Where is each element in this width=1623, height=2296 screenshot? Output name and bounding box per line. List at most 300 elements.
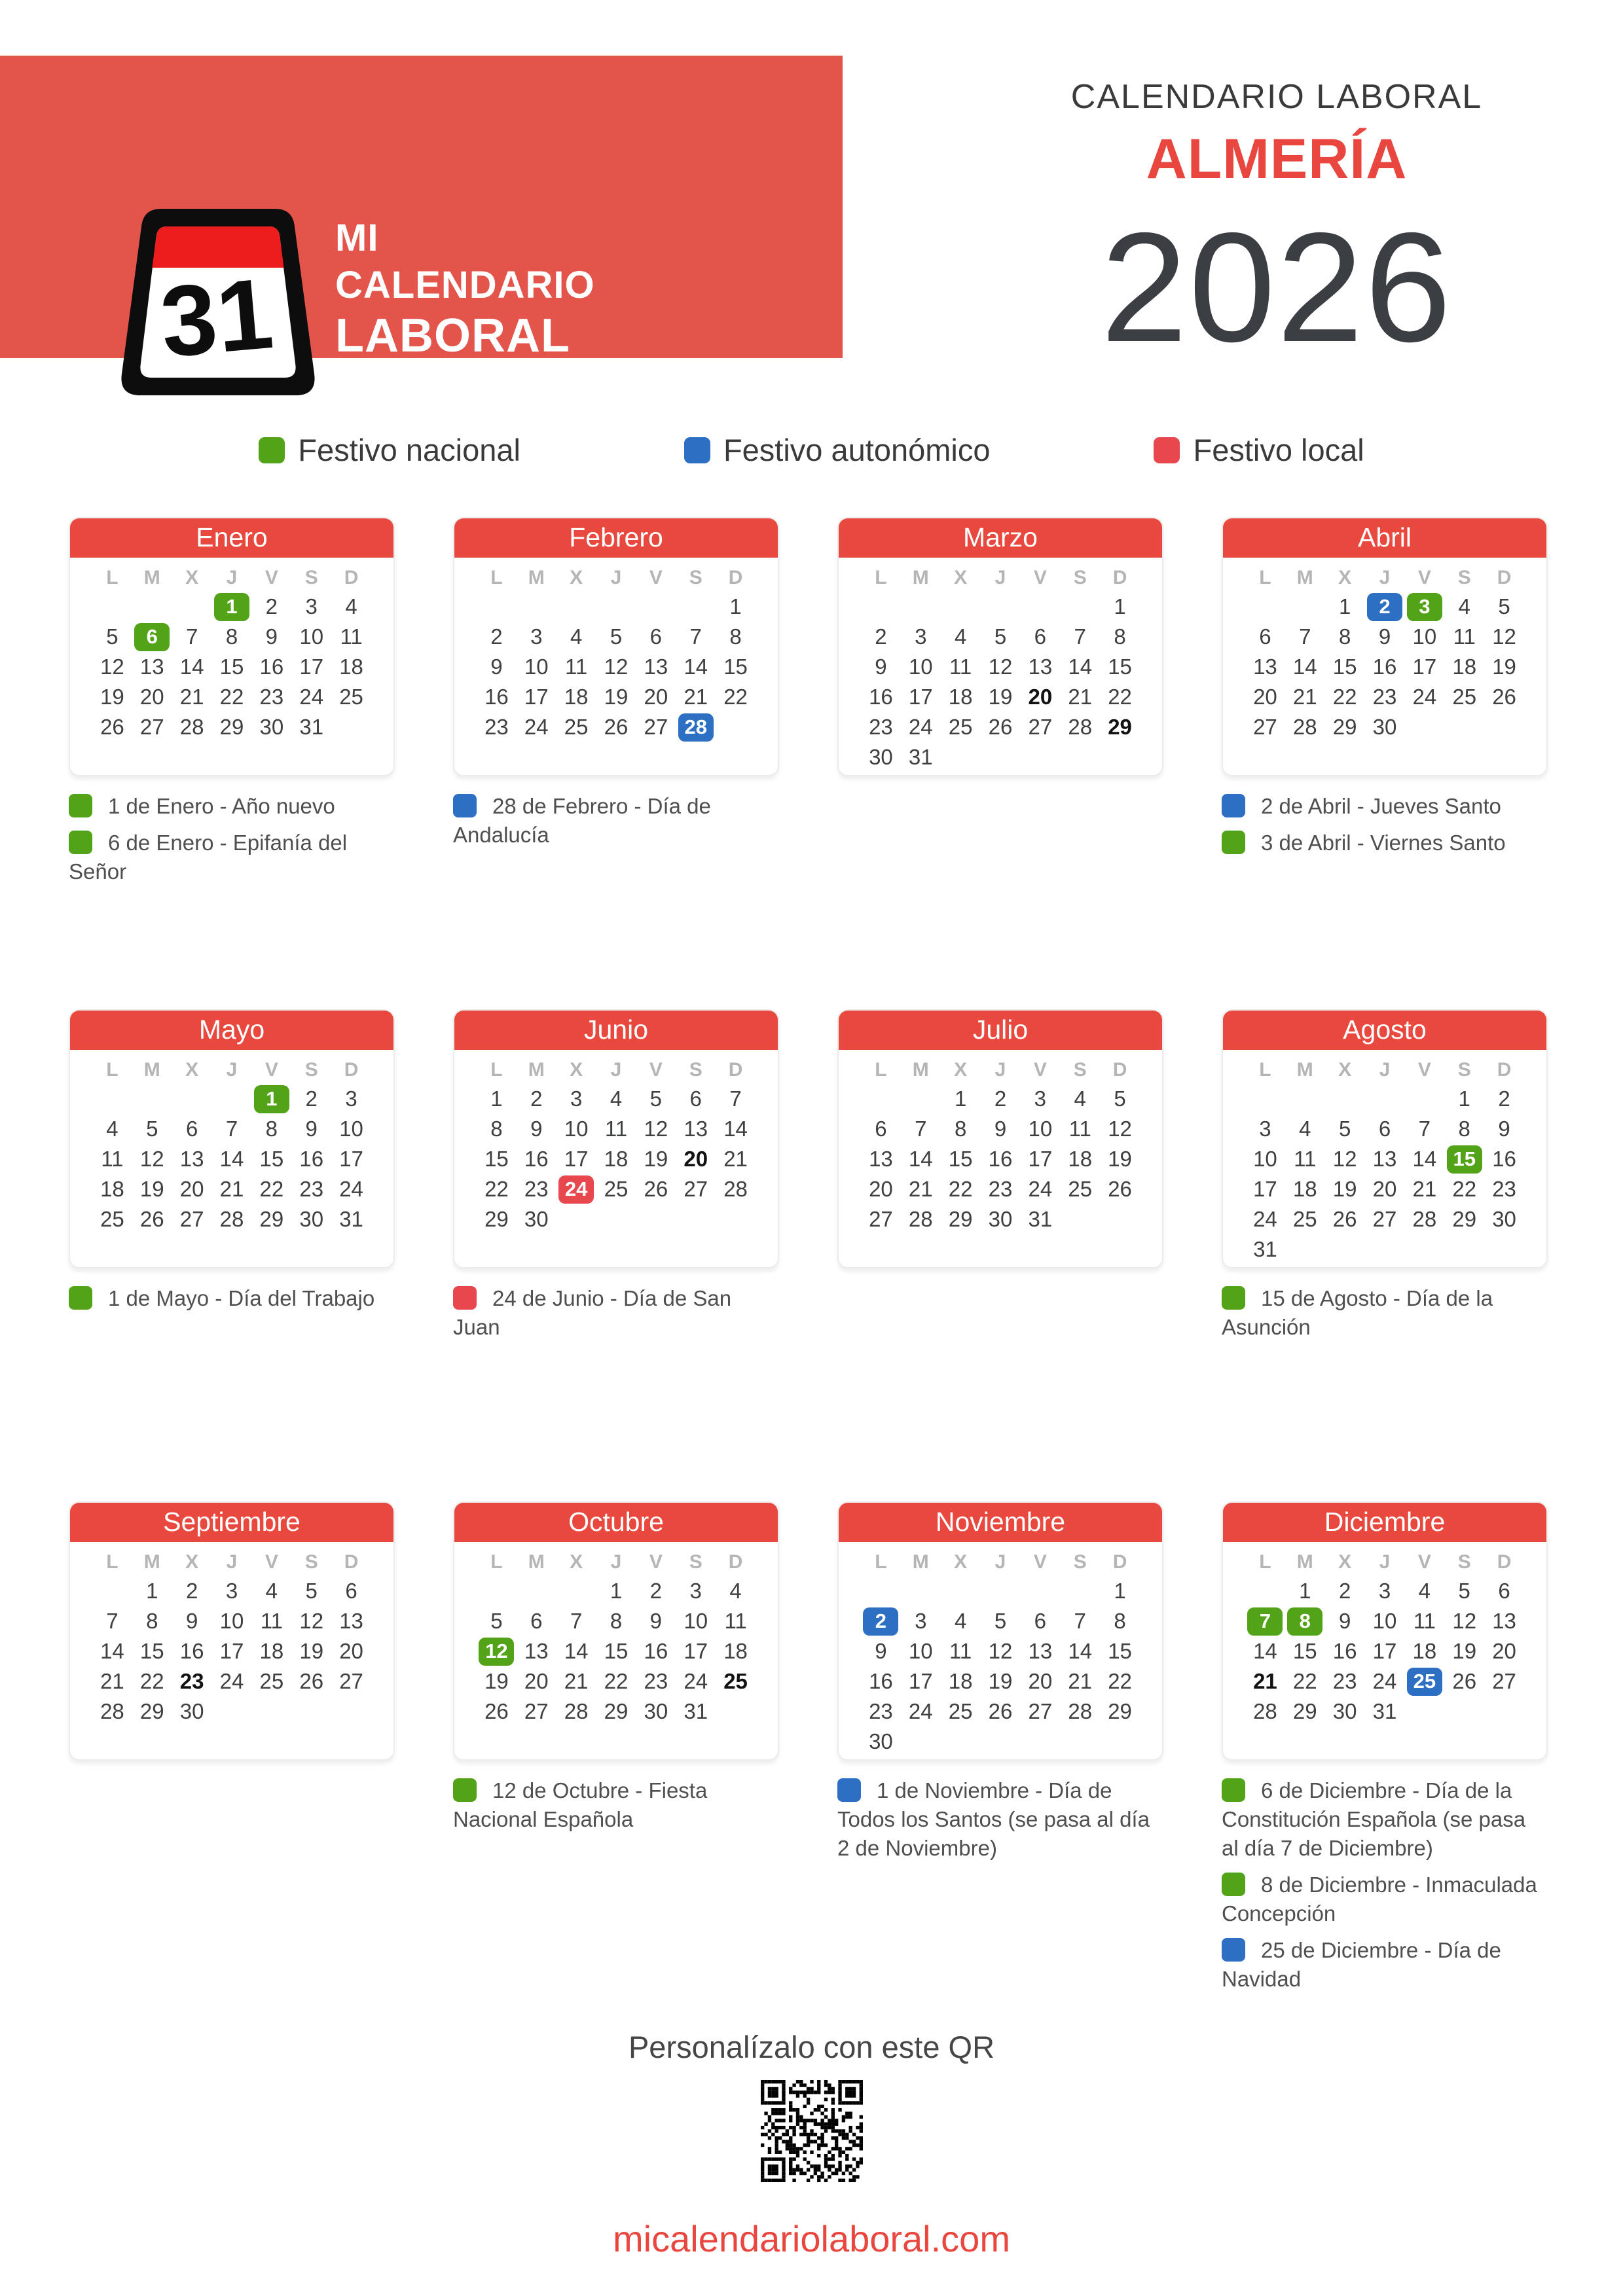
day-cell: 16: [988, 1147, 1013, 1171]
day-cell: 22: [1108, 685, 1132, 709]
day-cell: 17: [1253, 1177, 1277, 1201]
weekday-label: S: [1457, 1551, 1471, 1573]
weekday-label: M: [912, 567, 929, 588]
month-section-septiembre: [69, 1501, 395, 1994]
holiday-note: [69, 792, 395, 821]
day-cell: 21: [564, 1669, 589, 1693]
month-section-marzo: [837, 517, 1163, 1009]
day-cell: 24: [1412, 685, 1437, 709]
day-cell: 10: [908, 1639, 933, 1663]
day-cell: [132, 742, 172, 772]
day-cell: 11: [1294, 1147, 1317, 1171]
day-cell: 13: [869, 1147, 893, 1171]
day-cell: 11: [1453, 624, 1476, 649]
holiday-day-nacional: 6: [134, 623, 170, 651]
day-cell: [1100, 1727, 1140, 1757]
day-cell: [251, 1696, 291, 1727]
day-cell: 6: [345, 1579, 357, 1603]
day-cell: 16: [869, 685, 893, 709]
day-cell: 13: [524, 1639, 549, 1663]
day-cell: 4: [1299, 1117, 1311, 1141]
month-section-enero: [69, 517, 395, 1009]
weekday-label: V: [1033, 567, 1047, 588]
day-cell: 1: [1114, 594, 1126, 619]
day-cell: 31: [908, 745, 933, 769]
day-cell: 15: [604, 1639, 629, 1663]
weekday-label: M: [143, 567, 160, 588]
day-cell: 19: [484, 1669, 509, 1693]
holiday-day-nacional: 12: [479, 1638, 514, 1666]
day-cell: 30: [869, 1729, 893, 1753]
weekday-label: X: [570, 1059, 583, 1081]
day-cell: 14: [1253, 1639, 1277, 1663]
day-cell: 26: [988, 1699, 1013, 1723]
note-swatch-nacional: [69, 794, 92, 817]
day-cell: 21: [1412, 1177, 1437, 1201]
legend-swatch-autonomico: [684, 437, 710, 463]
day-cell: 25: [723, 1669, 748, 1693]
day-cell: 23: [484, 715, 509, 739]
note-text: 3 de Abril - Viernes Santo: [1261, 831, 1506, 855]
day-cell: [92, 742, 132, 772]
day-cell: 14: [1412, 1147, 1437, 1171]
day-cell: [132, 1234, 172, 1265]
day-cell: 9: [875, 655, 887, 679]
day-cell: 6: [649, 624, 663, 649]
legend-item-nacional: [259, 432, 520, 468]
day-cell: 5: [305, 1579, 318, 1603]
weekday-label: L: [490, 1551, 503, 1573]
note-swatch-nacional: [1222, 1286, 1245, 1310]
day-cell: 10: [299, 624, 324, 649]
holiday-notes: [1222, 1776, 1548, 1994]
day-cell: 4: [610, 1086, 623, 1111]
day-cell: 17: [524, 685, 549, 709]
holiday-note: [1222, 1284, 1548, 1342]
day-cell: 23: [1492, 1177, 1516, 1201]
weekday-label: L: [1259, 1059, 1271, 1081]
day-cell: 2: [490, 624, 503, 649]
month-card: [453, 517, 779, 776]
note-swatch-nacional: [1222, 1778, 1245, 1802]
day-cell: 8: [490, 1117, 503, 1141]
day-cell: [212, 1234, 252, 1265]
weekday-header-row: [1223, 1542, 1546, 1573]
day-cell: 19: [604, 685, 629, 709]
weekday-label: V: [649, 1059, 663, 1081]
day-cell: 11: [565, 655, 588, 679]
day-cell: 9: [185, 1609, 198, 1633]
day-cell: 23: [299, 1177, 324, 1201]
day-cell: 19: [644, 1147, 668, 1171]
day-cell: [1365, 742, 1405, 772]
day-cell: [212, 592, 252, 622]
day-cell: 4: [1418, 1579, 1431, 1603]
day-cell: 21: [1253, 1669, 1277, 1693]
day-cell: 14: [564, 1639, 589, 1663]
legend-swatch-nacional: [259, 437, 285, 463]
day-cell: [1285, 592, 1325, 622]
legend-swatch-local: [1154, 437, 1180, 463]
day-cell: [331, 1727, 371, 1757]
weekday-label: X: [570, 567, 583, 588]
month-title: Febrero: [453, 517, 779, 558]
day-cell: [517, 592, 556, 622]
days-grid: [1223, 1081, 1546, 1265]
day-cell: 4: [954, 1609, 967, 1633]
holiday-day-autonomico: 25: [1407, 1668, 1442, 1696]
day-cell: 4: [106, 1117, 119, 1141]
day-cell: 1: [1338, 594, 1351, 619]
website-link[interactable]: micalendariolaboral.com: [613, 2218, 1010, 2259]
day-cell: 16: [299, 1147, 324, 1171]
weekday-label: S: [304, 1059, 318, 1081]
day-cell: [716, 1234, 756, 1265]
holiday-note: [453, 1284, 779, 1342]
day-cell: [1325, 1234, 1365, 1265]
day-cell: 10: [1372, 1609, 1397, 1633]
day-cell: 18: [1292, 1177, 1317, 1201]
day-cell: 6: [1259, 624, 1271, 649]
weekday-label: L: [106, 1551, 119, 1573]
day-cell: [1020, 1234, 1060, 1265]
day-cell: 21: [100, 1669, 124, 1693]
day-cell: 5: [146, 1117, 158, 1141]
day-cell: [861, 1576, 901, 1606]
month-section-agosto: [1222, 1009, 1548, 1501]
note-text: 1 de Enero - Año nuevo: [108, 794, 335, 818]
day-cell: [556, 1174, 596, 1204]
month-card: [1222, 517, 1548, 776]
brand-wordmark: [335, 217, 595, 362]
day-cell: 27: [1028, 1699, 1053, 1723]
day-cell: 28: [1253, 1699, 1277, 1723]
day-cell: 29: [484, 1207, 509, 1231]
day-cell: [1060, 1234, 1100, 1265]
day-cell: 31: [1253, 1237, 1277, 1261]
day-cell: 9: [305, 1117, 318, 1141]
day-cell: [1484, 1696, 1524, 1727]
logo-day-number: 31: [156, 257, 278, 379]
day-cell: 8: [265, 1117, 278, 1141]
day-cell: 1: [729, 594, 742, 619]
weekday-label: M: [143, 1551, 160, 1573]
day-cell: 14: [908, 1147, 933, 1171]
day-cell: [596, 1234, 636, 1265]
day-cell: 30: [259, 715, 284, 739]
day-cell: [291, 742, 331, 772]
weekday-label: L: [490, 567, 503, 588]
holiday-notes: [453, 792, 779, 850]
day-cell: 3: [915, 624, 927, 649]
day-cell: 4: [345, 594, 357, 619]
day-cell: [556, 1234, 596, 1265]
day-cell: 2: [1498, 1086, 1510, 1111]
day-cell: 13: [684, 1117, 708, 1141]
weekday-label: V: [264, 1059, 278, 1081]
holiday-notes: [69, 1284, 395, 1313]
weekday-header-row: [70, 1050, 393, 1081]
day-cell: 4: [1074, 1086, 1086, 1111]
day-cell: [716, 742, 756, 772]
day-cell: 8: [225, 624, 238, 649]
day-cell: 29: [1332, 715, 1357, 739]
day-cell: 8: [954, 1117, 967, 1141]
days-grid: [454, 1573, 778, 1757]
day-cell: [1060, 742, 1100, 772]
day-cell: 29: [219, 715, 244, 739]
day-cell: 11: [1413, 1609, 1436, 1633]
day-cell: [172, 1084, 212, 1114]
day-cell: [1404, 1666, 1444, 1696]
day-cell: 26: [100, 715, 124, 739]
day-cell: 20: [644, 685, 668, 709]
day-cell: 20: [1253, 685, 1277, 709]
day-cell: 8: [1338, 624, 1351, 649]
day-cell: 27: [684, 1177, 708, 1201]
day-cell: 10: [1412, 624, 1437, 649]
month-section-febrero: [453, 517, 779, 1009]
day-cell: [1404, 712, 1444, 742]
note-swatch-autonomico: [453, 794, 477, 817]
day-cell: 9: [265, 624, 278, 649]
day-cell: 1: [1114, 1579, 1126, 1603]
day-cell: 3: [1259, 1117, 1271, 1141]
day-cell: 2: [530, 1086, 543, 1111]
note-swatch-autonomico: [1222, 1938, 1245, 1962]
day-cell: 8: [1458, 1117, 1470, 1141]
day-cell: 30: [179, 1699, 204, 1723]
day-cell: [1404, 742, 1444, 772]
day-cell: 7: [1074, 1609, 1086, 1633]
day-cell: 14: [179, 655, 204, 679]
day-cell: 21: [723, 1147, 748, 1171]
day-cell: [596, 742, 636, 772]
note-text: 1 de Mayo - Día del Trabajo: [108, 1286, 375, 1310]
note-swatch-nacional: [1222, 831, 1245, 854]
day-cell: 20: [869, 1177, 893, 1201]
day-cell: [1365, 592, 1405, 622]
day-cell: [636, 742, 676, 772]
holiday-day-nacional: 7: [1247, 1607, 1283, 1636]
day-cell: [212, 1084, 252, 1114]
day-cell: 27: [179, 1207, 204, 1231]
day-cell: 23: [1332, 1669, 1357, 1693]
weekday-label: V: [1417, 1551, 1431, 1573]
note-swatch-local: [453, 1286, 477, 1310]
day-cell: [1484, 742, 1524, 772]
month-title: Septiembre: [69, 1501, 395, 1542]
day-cell: [556, 1204, 596, 1234]
weekday-label: V: [264, 1551, 278, 1573]
day-cell: 8: [1114, 624, 1126, 649]
day-cell: 5: [610, 624, 623, 649]
day-cell: 10: [219, 1609, 244, 1633]
header-region: ALMERÍA: [1146, 128, 1408, 190]
day-cell: 22: [259, 1177, 284, 1201]
day-cell: 30: [1372, 715, 1397, 739]
day-cell: 27: [1253, 715, 1277, 739]
holiday-note: [69, 1284, 395, 1313]
month-section-noviembre: [837, 1501, 1163, 1994]
day-cell: 2: [185, 1579, 198, 1603]
weekday-header-row: [70, 1542, 393, 1573]
day-cell: [676, 1204, 716, 1234]
days-grid: [70, 589, 393, 772]
legend-item-autonomico: [684, 432, 991, 468]
weekday-label: M: [528, 1059, 545, 1081]
day-cell: [1285, 1606, 1325, 1636]
weekday-label: S: [1457, 567, 1471, 588]
day-cell: 28: [1292, 715, 1317, 739]
days-grid: [839, 589, 1162, 772]
days-grid: [454, 1081, 778, 1265]
weekday-label: L: [1259, 567, 1271, 588]
day-cell: [716, 712, 756, 742]
day-cell: 8: [610, 1609, 623, 1633]
day-cell: [636, 1234, 676, 1265]
day-cell: 11: [1068, 1117, 1091, 1141]
weekday-label: D: [344, 1551, 359, 1573]
day-cell: 30: [869, 745, 893, 769]
day-cell: 3: [915, 1609, 927, 1633]
weekday-label: X: [954, 1551, 968, 1573]
day-cell: 6: [689, 1086, 702, 1111]
note-text: 1 de Noviembre - Día de Todos los Santos (se pasa al día 2 de Noviembre): [837, 1778, 1150, 1860]
weekday-label: L: [490, 1059, 503, 1081]
holiday-day-local: 24: [558, 1175, 594, 1204]
weekday-label: X: [1338, 567, 1352, 588]
day-cell: 18: [948, 1669, 973, 1693]
day-cell: [1365, 1234, 1405, 1265]
day-cell: 4: [265, 1579, 278, 1603]
day-cell: 14: [100, 1639, 124, 1663]
day-cell: 19: [100, 685, 124, 709]
day-cell: 17: [564, 1147, 589, 1171]
day-cell: [981, 742, 1021, 772]
month-title: Agosto: [1222, 1009, 1548, 1050]
day-cell: [1060, 1727, 1100, 1757]
day-cell: 16: [484, 685, 509, 709]
day-cell: 28: [908, 1207, 933, 1231]
day-cell: 25: [1292, 1207, 1317, 1231]
day-cell: [212, 1696, 252, 1727]
holiday-note: [1222, 1936, 1548, 1994]
day-cell: 20: [139, 685, 164, 709]
day-cell: 19: [1492, 655, 1516, 679]
day-cell: 13: [644, 655, 668, 679]
day-cell: 14: [723, 1117, 748, 1141]
holiday-note: [453, 792, 779, 850]
holiday-note: [69, 829, 395, 886]
note-text: 24 de Junio - Día de San Juan: [453, 1286, 732, 1339]
day-cell: [861, 1606, 901, 1636]
day-cell: 22: [219, 685, 244, 709]
month-card: [69, 1501, 395, 1761]
day-cell: 24: [908, 715, 933, 739]
weekday-label: S: [1073, 1551, 1087, 1573]
day-cell: 15: [1292, 1639, 1317, 1663]
day-cell: [1100, 1204, 1140, 1234]
day-cell: 14: [219, 1147, 244, 1171]
month-title: Noviembre: [837, 1501, 1163, 1542]
day-cell: 17: [339, 1147, 363, 1171]
day-cell: 28: [179, 715, 204, 739]
day-cell: [1060, 1204, 1100, 1234]
day-cell: 1: [490, 1086, 503, 1111]
weekday-label: D: [1497, 1551, 1512, 1573]
month-card: [837, 517, 1163, 776]
day-cell: [172, 742, 212, 772]
day-cell: 13: [179, 1147, 204, 1171]
day-cell: [477, 1727, 517, 1757]
day-cell: [901, 1084, 941, 1114]
day-cell: [1484, 712, 1524, 742]
day-cell: 19: [139, 1177, 164, 1201]
day-cell: 20: [524, 1669, 549, 1693]
day-cell: [676, 1234, 716, 1265]
days-grid: [1223, 589, 1546, 772]
weekday-label: V: [1033, 1551, 1047, 1573]
day-cell: [331, 742, 371, 772]
day-cell: 29: [139, 1699, 164, 1723]
day-cell: 21: [1068, 1669, 1093, 1693]
day-cell: 11: [340, 624, 363, 649]
day-cell: 12: [1492, 624, 1516, 649]
day-cell: [1444, 1696, 1484, 1727]
day-cell: 1: [1458, 1086, 1470, 1111]
day-cell: 22: [1332, 685, 1357, 709]
month-section-abril: [1222, 517, 1548, 1009]
day-cell: [92, 1576, 132, 1606]
weekday-label: L: [1259, 1551, 1271, 1573]
day-cell: 20: [1028, 1669, 1053, 1693]
day-cell: 19: [299, 1639, 324, 1663]
weekday-label: S: [689, 1059, 702, 1081]
day-cell: [1444, 712, 1484, 742]
day-cell: 18: [723, 1639, 748, 1663]
day-cell: [291, 1696, 331, 1727]
day-cell: 23: [179, 1669, 204, 1693]
note-text: 25 de Diciembre - Día de Navidad: [1222, 1938, 1501, 1991]
days-grid: [1223, 1573, 1546, 1757]
day-cell: [981, 1576, 1021, 1606]
day-cell: 26: [1452, 1669, 1477, 1693]
day-cell: 9: [530, 1117, 543, 1141]
day-cell: 23: [524, 1177, 549, 1201]
day-cell: 24: [1253, 1207, 1277, 1231]
holiday-day-autonomico: 28: [678, 713, 714, 742]
day-cell: 12: [1452, 1609, 1477, 1633]
day-cell: 16: [869, 1669, 893, 1693]
day-cell: [1404, 1084, 1444, 1114]
day-cell: [1245, 1084, 1285, 1114]
day-cell: [1365, 1727, 1405, 1757]
day-cell: [251, 1727, 291, 1757]
day-cell: [172, 1234, 212, 1265]
holiday-day-nacional: 8: [1287, 1607, 1322, 1636]
day-cell: 24: [684, 1669, 708, 1693]
day-cell: 26: [1332, 1207, 1357, 1231]
holiday-note: [1222, 829, 1548, 857]
day-cell: 3: [1034, 1086, 1047, 1111]
weekday-label: D: [344, 567, 359, 588]
holiday-notes: [1222, 792, 1548, 857]
day-cell: 6: [185, 1117, 198, 1141]
weekday-label: D: [728, 1551, 743, 1573]
day-cell: [92, 1234, 132, 1265]
weekday-label: J: [610, 1551, 622, 1573]
